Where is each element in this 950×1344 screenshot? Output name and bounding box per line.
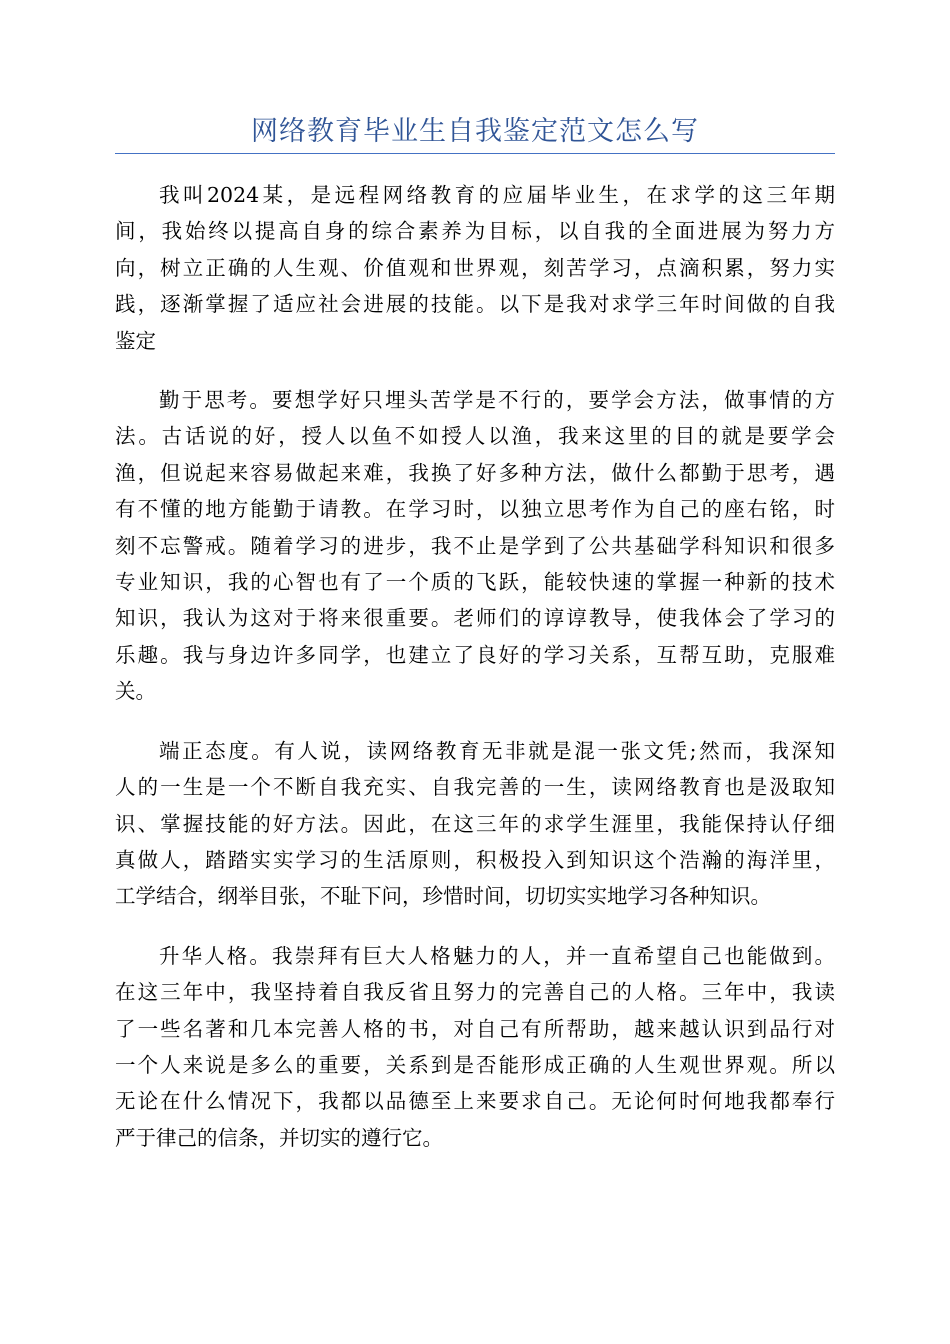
text-line: 人的一生是一个不断自我充实、自我完善的一生，读网络教育也是汲取知 — [115, 775, 835, 800]
paragraph-thinking — [115, 382, 835, 710]
text-line: 端正态度。有人说，读网络教育无非就是混一张文凭;然而，我深知 — [159, 738, 835, 763]
paragraph-character — [115, 938, 835, 1156]
text-line: 法。古话说的好，授人以鱼不如授人以渔，我来这里的目的就是要学会 — [115, 424, 835, 449]
text-line: 我叫2024某，是远程网络教育的应届毕业生，在求学的这三年期 — [159, 183, 835, 207]
text-line: 有不懂的地方能勤于请教。在学习时，以独立思考作为自己的座右铭，时 — [115, 497, 835, 522]
document-body — [115, 177, 835, 1179]
text-line: 在这三年中，我坚持着自我反省且努力的完善自己的人格。三年中，我读 — [115, 980, 835, 1005]
document-title: 网络教育毕业生自我鉴定范文怎么写 — [251, 116, 699, 147]
text-line: 一个人来说是多么的重要，关系到是否能形成正确的人生观世界观。所以 — [115, 1052, 835, 1077]
title-underline — [115, 153, 835, 154]
paragraph-attitude — [115, 733, 835, 915]
text-line: 践，逐渐掌握了适应社会进展的技能。以下是我对求学三年时间做的自我 — [115, 292, 835, 317]
text-line: 工学结合，纲举目张，不耻下问，珍惜时间，切切实实地学习各种知识。 — [115, 884, 771, 909]
text-line: 知识，我认为这对于将来很重要。老师们的谆谆教导，使我体会了学习的 — [115, 606, 835, 631]
text-line: 无论在什么情况下，我都以品德至上来要求自己。无论何时何地我都奉行 — [115, 1089, 835, 1114]
text-line: 向，树立正确的人生观、价值观和世界观，刻苦学习，点滴积累，努力实 — [115, 255, 835, 280]
text-line: 渔，但说起来容易做起来难，我换了好多种方法，做什么都勤于思考，遇 — [115, 460, 835, 485]
text-line: 专业知识，我的心智也有了一个质的飞跃，能较快速的掌握一种新的技术 — [115, 570, 835, 595]
paragraph-intro — [115, 177, 835, 359]
text-line: 了一些名著和几本完善人格的书，对自己有所帮助，越来越认识到品行对 — [115, 1016, 835, 1041]
text-line: 乐趣。我与身边许多同学，也建立了良好的学习关系，互帮互助，克服难 — [115, 642, 835, 667]
text-line: 关。 — [115, 679, 156, 704]
text-line: 勤于思考。要想学好只埋头苦学是不行的，要学会方法，做事情的方 — [159, 388, 835, 413]
text-line: 升华人格。我崇拜有巨大人格魅力的人，并一直希望自己也能做到。 — [159, 943, 835, 968]
text-line: 严于律己的信条，并切实的遵行它。 — [115, 1125, 443, 1150]
text-line: 间，我始终以提高自身的综合素养为目标，以自我的全面进展为努力方 — [115, 219, 835, 244]
text-line: 鉴定 — [115, 328, 156, 353]
text-line: 刻不忘警戒。随着学习的进步，我不止是学到了公共基础学科知识和很多 — [115, 533, 835, 558]
text-line: 识、掌握技能的好方法。因此，在这三年的求学生涯里，我能保持认仔细 — [115, 811, 835, 836]
text-line: 真做人，踏踏实实学习的生活原则，积极投入到知识这个浩瀚的海洋里， — [115, 847, 835, 872]
